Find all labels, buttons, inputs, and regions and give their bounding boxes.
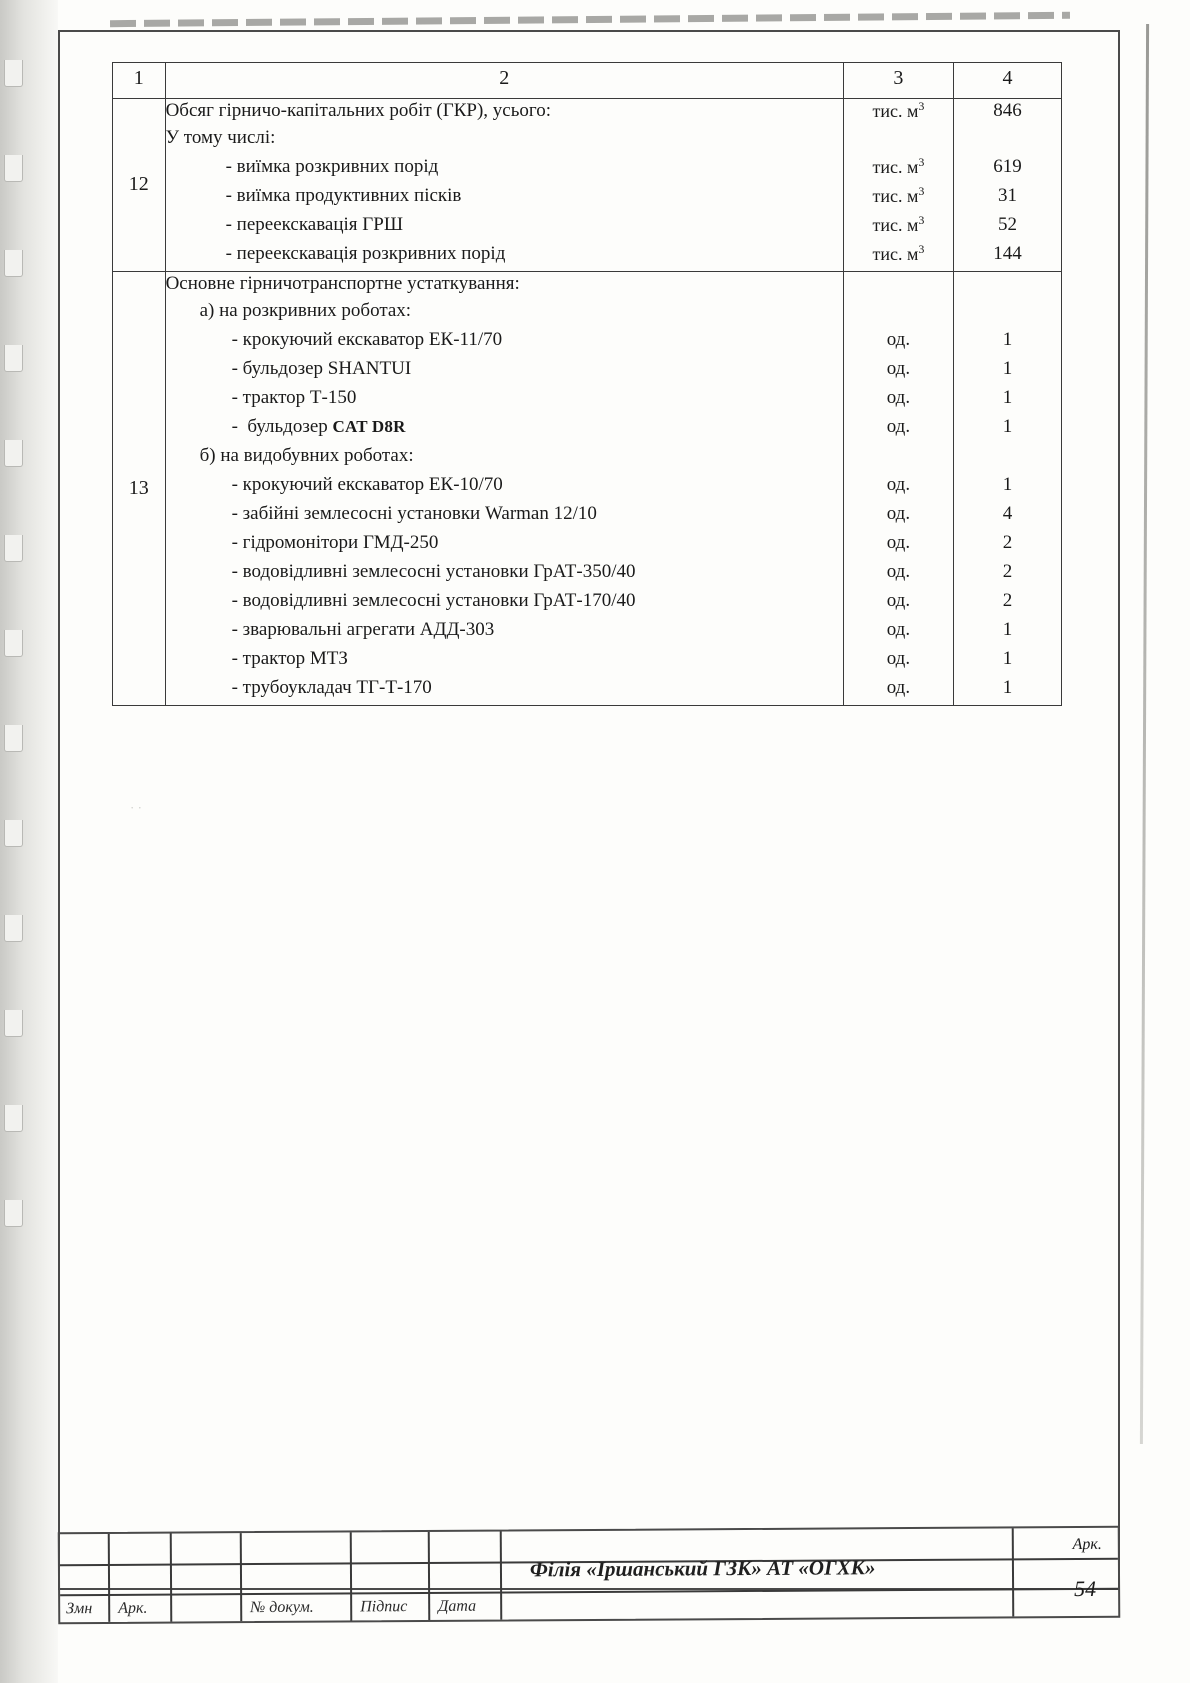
row-values [954, 272, 1062, 706]
desc-line: - трактор МТЗ [231, 648, 348, 669]
desc-line: - трактор Т-150 [231, 387, 357, 408]
unit-value: од. [886, 532, 911, 553]
sheet-label: Арк. [1072, 1535, 1102, 1554]
unit-value: од. [886, 416, 911, 437]
table-header-row [113, 63, 1062, 99]
desc-line: - крокуючий екскаватор ЕК-11/70 [231, 329, 503, 350]
faint-scan-mark: · · [130, 800, 142, 815]
cell-value: 1 [1002, 358, 1013, 379]
unit-value: од. [886, 561, 911, 582]
title-block-field-data: Дата [438, 1597, 477, 1615]
header-col-1: 1 [113, 63, 166, 99]
cell-value: 2 [1002, 561, 1013, 582]
desc-line: - виїмка продуктивних пісків [225, 185, 462, 206]
desc-line: - гідромонітори ГМД-250 [231, 532, 439, 553]
header-col-2: 2 [165, 63, 843, 99]
row-units [843, 272, 953, 706]
desc-line: - переекскавація ГРШ [225, 214, 403, 235]
row-description [165, 272, 843, 706]
unit-value: од. [886, 677, 911, 698]
cell-value [954, 126, 1061, 155]
unit-value: тис. $м^3$ [872, 213, 925, 235]
desc-line: - зварювальні агрегати АДД-303 [231, 619, 495, 640]
header-col-4: 4 [954, 63, 1062, 99]
unit-value: од. [886, 387, 911, 408]
row-number: 12 [113, 99, 166, 272]
table-row [113, 272, 1062, 706]
binding-holes [4, 60, 38, 1360]
row-units [843, 99, 953, 272]
cell-value: 2 [1002, 590, 1013, 611]
unit-value: од. [886, 590, 911, 611]
unit-value: од. [886, 648, 911, 669]
cell-value: 1 [1002, 416, 1013, 437]
unit-value: од. [886, 329, 911, 350]
desc-line: - переекскавація розкривних порід [225, 243, 506, 264]
row-description [165, 99, 843, 272]
cell-value: 1 [1002, 474, 1013, 495]
desc-line: а) на розкривних роботах: [199, 300, 412, 321]
cell-value: 2 [1002, 532, 1013, 553]
desc-line: - бульдозер SHANTUI [231, 358, 412, 379]
specification-table [112, 62, 1062, 706]
desc-emphasis: CAT D8R [332, 417, 406, 436]
unit-value: од. [886, 619, 911, 640]
table-row [113, 99, 1062, 272]
desc-line-bulldozer-cat: - бульдозер CAT D8R [231, 416, 406, 437]
cell-value: 1 [1002, 329, 1013, 350]
cell-value: 52 [998, 214, 1018, 235]
page-number: 54 [1074, 1575, 1097, 1602]
cell-value: 846 [993, 100, 1022, 121]
cell-value: 31 [998, 185, 1018, 206]
unit-value [844, 126, 953, 155]
row-values [954, 99, 1062, 272]
desc-line: - крокуючий екскаватор ЕК-10/70 [231, 474, 503, 495]
unit-value: од. [886, 474, 911, 495]
unit-value: од. [886, 358, 911, 379]
cell-value: 1 [1002, 619, 1013, 640]
title-block-field-pidpys: Підпис [360, 1598, 408, 1616]
unit-value: тис. $м^3$ [872, 155, 925, 177]
unit-value: од. [886, 503, 911, 524]
desc-line: б) на видобувних роботах: [199, 445, 414, 466]
cell-value: 1 [1002, 387, 1013, 408]
desc-line: - виїмка розкривних порід [225, 156, 439, 177]
desc-line: - трубоукладач ТГ-Т-170 [231, 677, 432, 698]
title-block [58, 1526, 1121, 1624]
cell-value: 1 [1002, 648, 1013, 669]
desc-line: - водовідливні землесосні установки ГрАТ-350/40 [231, 561, 636, 582]
unit-value: тис. $м^3$ [872, 242, 925, 264]
header-col-3: 3 [843, 63, 953, 99]
cell-value: 144 [993, 243, 1022, 264]
cell-value: 1 [1002, 677, 1013, 698]
unit-value: тис. $м^3$ [872, 99, 925, 121]
desc-line: - водовідливні землесосні установки ГрАТ-170/40 [231, 590, 636, 611]
cell-value: 4 [1002, 503, 1013, 524]
desc-line: Обсяг гірничо-капітальних робіт (ГКР), усього: [165, 100, 551, 121]
desc-line: Основне гірничотранспортне устаткування: [165, 273, 520, 294]
row-number: 13 [113, 272, 166, 706]
scan-artifact-right [1140, 24, 1149, 1444]
title-block-field-zmn: Змн [66, 1600, 93, 1618]
desc-line: У тому числі: [165, 127, 276, 148]
organization-name: Філія «Іршанський ГЗК» АТ «ОГХК» [529, 1555, 876, 1582]
desc-line: - забійні землесосні установки Warman 12/10 [231, 503, 597, 524]
cell-value: 619 [993, 156, 1022, 177]
scan-artifact-top [110, 12, 1070, 27]
title-block-field-ark: Арк. [118, 1599, 148, 1617]
unit-value: тис. $м^3$ [872, 184, 925, 206]
title-block-field-dokum: № докум. [250, 1598, 314, 1617]
